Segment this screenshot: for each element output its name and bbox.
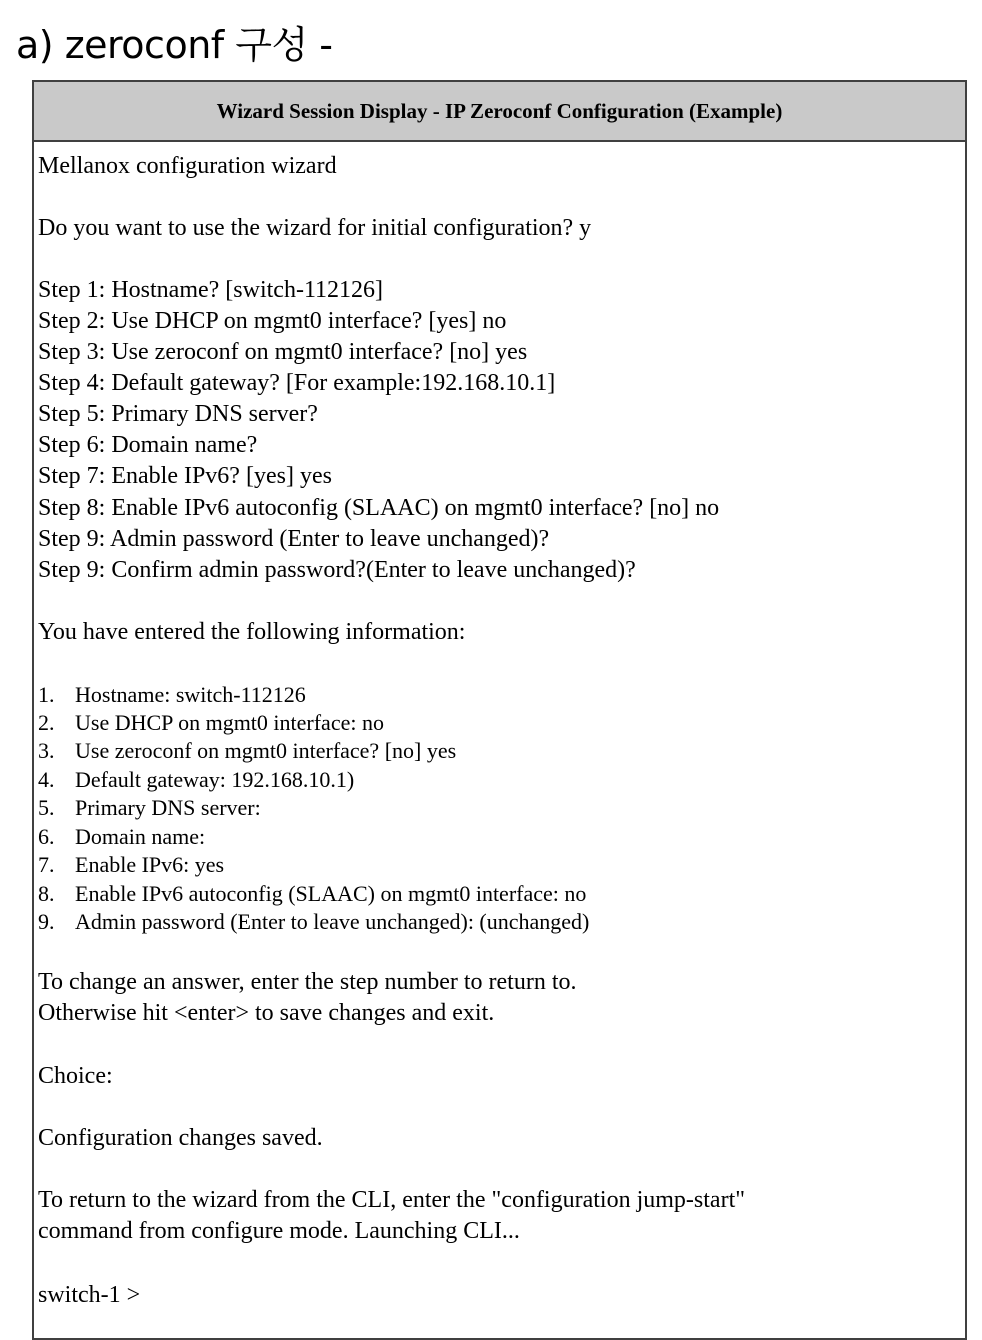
summary-item-number: 6. <box>38 824 55 849</box>
intro-line: Mellanox configuration wizard <box>38 153 337 179</box>
summary-item-text: Use DHCP on mgmt0 interface: no <box>75 710 384 735</box>
summary-item-number: 7. <box>38 852 55 877</box>
summary-item-number: 8. <box>38 881 55 906</box>
summary-item <box>38 710 384 736</box>
summary-item <box>38 738 456 764</box>
summary-item <box>38 881 586 907</box>
page-heading: a) zeroconf 구성 - <box>16 23 333 67</box>
summary-item-text: Hostname: switch-112126 <box>75 682 306 707</box>
saved-message: Configuration changes saved. <box>38 1125 323 1151</box>
summary-item-text: Domain name: <box>75 824 206 849</box>
summary-item-number: 2. <box>38 710 55 735</box>
save-exit-line: Otherwise hit <enter> to save changes and exit. <box>38 1000 495 1026</box>
step-line: Step 5: Primary DNS server? <box>38 401 318 427</box>
summary-item-text: Admin password (Enter to leave unchanged): (unchanged) <box>75 909 590 934</box>
step-line: Step 9: Confirm admin password?(Enter to leave unchanged)? <box>38 557 636 583</box>
step-line: Step 2: Use DHCP on mgmt0 interface? [yes] no <box>38 308 507 334</box>
step-line: Step 8: Enable IPv6 autoconfig (SLAAC) on mgmt0 interface? [no] no <box>38 495 720 521</box>
summary-item <box>38 795 261 821</box>
wizard-session-box <box>32 80 967 1340</box>
step-line: Step 9: Admin password (Enter to leave unchanged)? <box>38 526 550 552</box>
box-title: Wizard Session Display - IP Zeroconf Configuration (Example) <box>34 82 965 142</box>
step-line: Step 1: Hostname? [switch-112126] <box>38 277 384 303</box>
summary-intro-line: You have entered the following information: <box>38 619 466 645</box>
step-line: Step 4: Default gateway? [For example:192.168.10.1] <box>38 370 556 396</box>
launch-cli-line: command from configure mode. Launching CLI... <box>38 1218 520 1244</box>
summary-item <box>38 824 205 850</box>
choice-prompt: Choice: <box>38 1063 113 1089</box>
summary-item-text: Default gateway: 192.168.10.1) <box>75 767 355 792</box>
step-line: Step 3: Use zeroconf on mgmt0 interface? [no] yes <box>38 339 528 365</box>
summary-item <box>38 909 589 935</box>
summary-item <box>38 852 224 878</box>
summary-item <box>38 767 354 793</box>
summary-item-number: 5. <box>38 795 55 820</box>
step-line: Step 7: Enable IPv6? [yes] yes <box>38 463 332 489</box>
change-answer-line: To change an answer, enter the step number to return to. <box>38 969 577 995</box>
summary-item-text: Use zeroconf on mgmt0 interface? [no] yes <box>75 738 457 763</box>
summary-item-number: 3. <box>38 738 55 763</box>
summary-item-number: 4. <box>38 767 55 792</box>
step-line: Step 6: Domain name? <box>38 432 258 458</box>
summary-item-number: 1. <box>38 682 55 707</box>
summary-item-text: Enable IPv6 autoconfig (SLAAC) on mgmt0 interface: no <box>75 881 587 906</box>
cli-prompt: switch-1 > <box>38 1282 141 1308</box>
summary-item-text: Primary DNS server: <box>75 795 261 820</box>
summary-item <box>38 682 306 708</box>
return-wizard-line: To return to the wizard from the CLI, enter the "configuration jump-start" <box>38 1187 746 1213</box>
wizard-question-line: Do you want to use the wizard for initial configuration? y <box>38 215 592 241</box>
summary-item-text: Enable IPv6: yes <box>75 852 225 877</box>
summary-item-number: 9. <box>38 909 55 934</box>
